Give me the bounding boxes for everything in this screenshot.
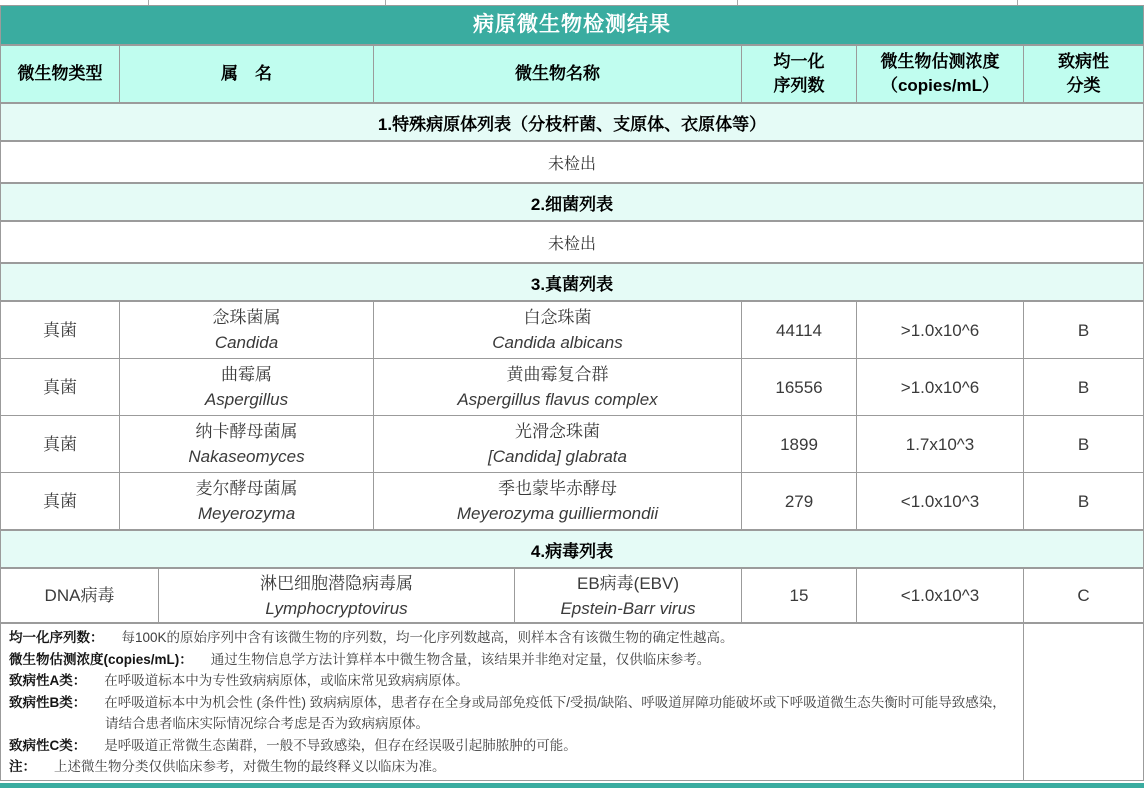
cell-microbe-type: 真菌 xyxy=(43,377,77,397)
cell-genus: 淋巴细胞潜隐病毒属 Lymphocryptovirus xyxy=(158,569,514,622)
top-table-remnant-strip xyxy=(0,0,1144,5)
section-special-result: 未检出 xyxy=(0,141,1144,183)
cell-concentration: >1.0x10^6 xyxy=(856,359,1023,415)
cell-reads: 279 xyxy=(741,473,856,529)
bottom-accent-bar xyxy=(0,783,1144,788)
section-title-special-pathogens: 1.特殊病原体列表（分枝杆菌、支原体、衣原体等） xyxy=(0,103,1144,141)
note-pathogenicity-a: 致病性A类： 在呼吸道标本中为专性致病病原体，或临床常见致病病原体。 xyxy=(9,673,469,688)
cell-microbe-type: DNA病毒 xyxy=(44,586,115,605)
note-general: 注： 上述微生物分类仅供临床参考，对微生物的最终释义以临床为准。 xyxy=(9,759,446,774)
table-row xyxy=(1,569,1143,622)
report-title: 病原微生物检测结果 xyxy=(0,5,1144,45)
cell-reads: 16556 xyxy=(741,359,856,415)
cell-concentration: <1.0x10^3 xyxy=(856,569,1023,622)
cell-concentration: >1.0x10^6 xyxy=(856,302,1023,358)
footer-notes-block xyxy=(0,623,1144,781)
table-row xyxy=(1,415,1143,472)
cell-concentration: 1.7x10^3 xyxy=(856,416,1023,472)
table-header xyxy=(0,45,1144,103)
cell-pathogenicity: C xyxy=(1023,569,1143,622)
cell-genus: 念珠菌属 Candida xyxy=(119,302,373,358)
note-pathogenicity-b: 致病性B类： 在呼吸道标本中为机会性 (条件性) 致病病原体，患者存在全身或局部免疫低下/受损/缺陷、呼吸道屏障功能破坏或下呼吸道微生态失衡时可能导致感染，请结合患者临床实际情况综合考虑是否为致病病原体。 xyxy=(9,694,1006,731)
cell-microbe-name: 季也蒙毕赤酵母 Meyerozyma guilliermondii xyxy=(373,473,741,529)
cell-microbe-type: 真菌 xyxy=(43,491,77,511)
cell-microbe-type: 真菌 xyxy=(43,320,77,340)
cell-microbe-name: 黄曲霉复合群 Aspergillus flavus complex xyxy=(373,359,741,415)
cell-reads: 15 xyxy=(741,569,856,622)
virus-table xyxy=(0,568,1144,623)
cell-microbe-type: 真菌 xyxy=(43,434,77,454)
header-genus-name: 属 名 xyxy=(119,46,373,102)
header-normalized-reads: 均一化 序列数 xyxy=(741,46,856,102)
cell-reads: 1899 xyxy=(741,416,856,472)
column-tick xyxy=(737,0,738,5)
cell-genus: 曲霉属 Aspergillus xyxy=(119,359,373,415)
note-pathogenicity-c: 致病性C类： 是呼吸道正常微生态菌群，一般不导致感染，但存在经误吸引起肺脓肿的可能。 xyxy=(9,737,577,753)
cell-microbe-name: 光滑念珠菌 [Candida] glabrata xyxy=(373,416,741,472)
section-title-fungi: 3.真菌列表 xyxy=(0,263,1144,301)
header-microbe-type: 微生物类型 xyxy=(17,64,103,83)
cell-pathogenicity: B xyxy=(1023,359,1143,415)
header-microbe-name: 微生物名称 xyxy=(373,46,741,102)
header-pathogenicity-class: 致病性 分类 xyxy=(1023,46,1143,102)
cell-microbe-name: EB病毒(EBV) Epstein-Barr virus xyxy=(514,569,741,622)
note-normalized-reads: 均一化序列数： 每100K的原始序列中含有该微生物的序列数，均一化序列数越高，则样本含有该微生物的确定性越高。 xyxy=(9,630,734,645)
section-bacteria-result: 未检出 xyxy=(0,221,1144,263)
cell-pathogenicity: B xyxy=(1023,302,1143,358)
column-tick xyxy=(148,0,149,5)
column-tick xyxy=(385,0,386,5)
cell-genus: 纳卡酵母菌属 Nakaseomyces xyxy=(119,416,373,472)
footer-empty-cell xyxy=(1023,624,1143,780)
cell-genus: 麦尔酵母菌属 Meyerozyma xyxy=(119,473,373,529)
cell-pathogenicity: B xyxy=(1023,473,1143,529)
section-title-virus: 4.病毒列表 xyxy=(0,530,1144,568)
note-estimated-concentration: 微生物估测浓度(copies/mL)： 通过生物信息学方法计算样本中微生物含量，该结果并非绝对定量，仅供临床参考。 xyxy=(9,651,711,667)
footer-notes xyxy=(1,624,1023,780)
cell-pathogenicity: B xyxy=(1023,416,1143,472)
cell-reads: 44114 xyxy=(741,302,856,358)
table-row xyxy=(1,472,1143,529)
header-estimated-concentration: 微生物估测浓度 （copies/mL） xyxy=(856,46,1023,102)
column-tick xyxy=(1017,0,1018,5)
table-row xyxy=(1,302,1143,358)
table-row xyxy=(1,358,1143,415)
cell-microbe-name: 白念珠菌 Candida albicans xyxy=(373,302,741,358)
section-title-bacteria: 2.细菌列表 xyxy=(0,183,1144,221)
fungi-table xyxy=(0,301,1144,530)
cell-concentration: <1.0x10^3 xyxy=(856,473,1023,529)
